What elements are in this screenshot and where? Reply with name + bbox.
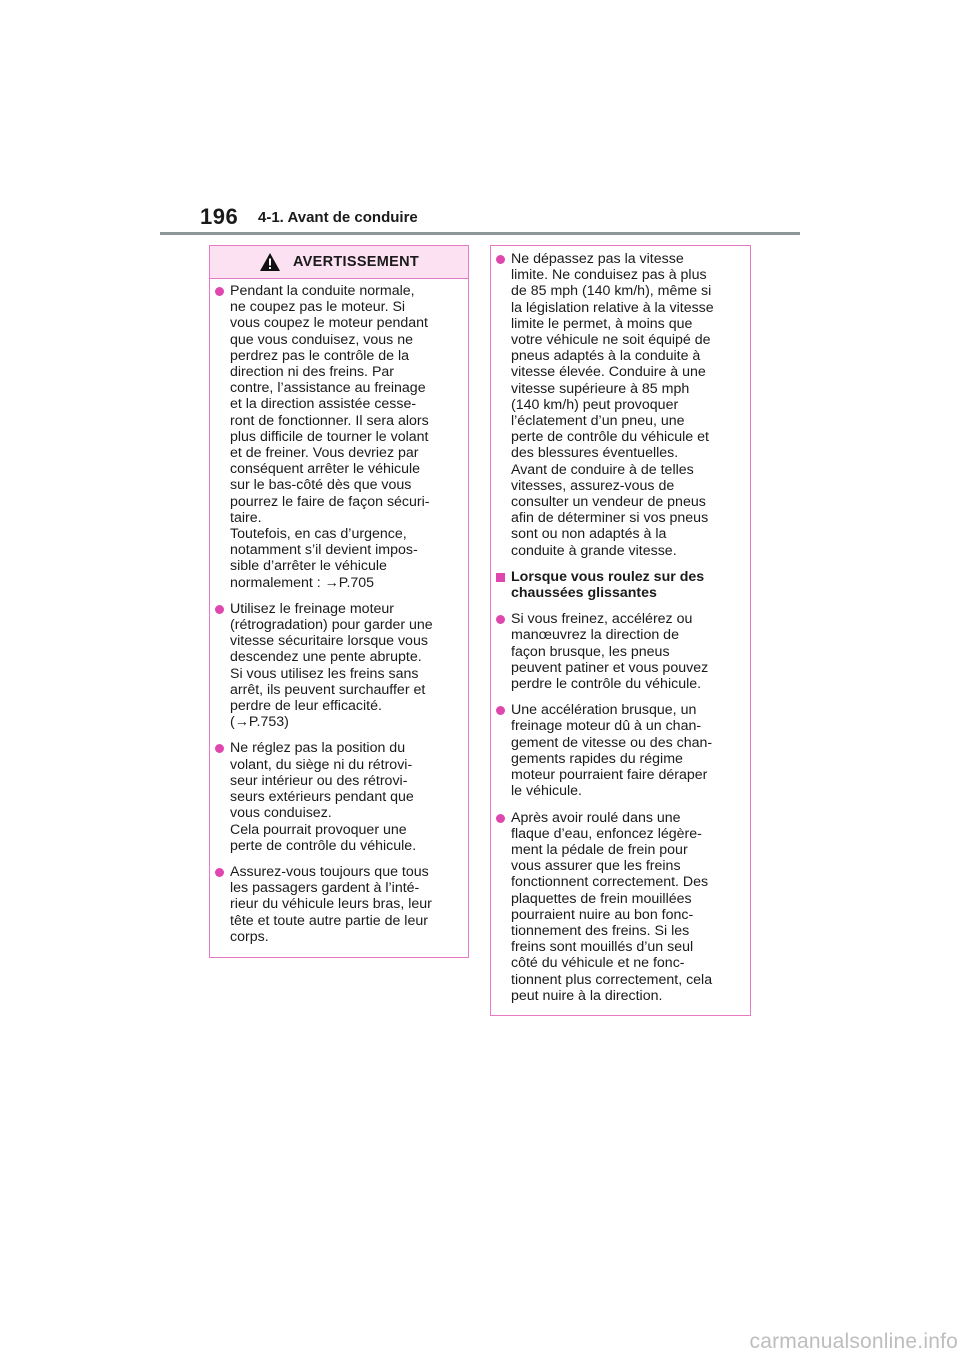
list-item	[215, 864, 458, 945]
watermark: carmanualsonline.info	[749, 1330, 958, 1353]
bullet-square-icon	[496, 573, 505, 582]
bullet-dot-icon	[215, 605, 224, 614]
subheading	[496, 569, 740, 601]
bullet-dot-icon	[496, 706, 505, 715]
warning-box-left	[209, 245, 469, 958]
bullet-dot-icon	[496, 615, 505, 624]
list-item	[496, 251, 740, 559]
item-text: Après avoir roulé dans une flaque d’eau, enfoncez légère- ment la pédale de frein pour vous assurer que les freins fonctionnent correctement. Des plaquettes de frein mouillées pourraient nuire au bon fonc- tionnement des freins. Si les freins sont mouillés d’un seul côté du véhicule et ne fonc- tionnent plus correctement, cela peut nuire à la direction.	[511, 809, 713, 1004]
warning-title: AVERTISSEMENT	[292, 254, 420, 270]
bullet-dot-icon	[496, 814, 505, 823]
warning-triangle-icon	[259, 252, 281, 272]
item-text: Une accélération brusque, un freinage moteur dû à un chan- gement de vitesse ou des chan- gements rapides du régime moteur pourraient faire déraper le véhicule.	[511, 702, 713, 800]
bullet-dot-icon	[496, 255, 505, 264]
item-text: Si vous freinez, accélérez ou manœuvrez la direction de façon brusque, les pneus peuvent patiner et vous pouvez perdre le contrôle du véhicule.	[511, 611, 709, 693]
warning-box-right	[490, 245, 751, 1016]
item-text: Ne dépassez pas la vitesse limite. Ne conduisez pas à plus de 85 mph (140 km/h), même si la législation relative à la vitesse limite le permet, à moins que votre véhicule ne soit équipé de pneus adaptés à la conduite à vitesse élevée. Conduire à une vitesse supérieure à 85 mph (140 km/h) peut provoquer l’éclatement d’un pneu, une perte de contrôle du véhicule et des blessures éventuelles. Avant de conduire à de telles vitesses, assurez-vous de consulter un vendeur de pneus afin de déterminer si vos pneus sont ou non adaptés à la conduite à grande vitesse.	[511, 251, 714, 559]
item-text: Pendant la conduite normale, ne coupez pas le moteur. Si vous coupez le moteur pendant que vous conduisez, vous ne perdrez pas le contrôle de la direction ni des freins. Par contre, l’assistance au freinage et la direction assistée cesse- ront de fonctionner. Il sera alors plus difficile de tourner le volant et de freiner. Vous devriez par conséquent arrêter le véhicule sur le bas-côté dès que vous pourrez le faire de façon sécuri- taire. Toutefois, en cas d’urgence, notamment s’il devient impos- sible d’arrêter le véhicule normalement : →P.705	[230, 283, 430, 591]
list-item	[496, 702, 740, 799]
subheading-text: Lorsque vous roulez sur des chaussées glissantes	[511, 568, 705, 602]
list-item	[215, 740, 458, 853]
bullet-dot-icon	[215, 287, 224, 296]
bullet-dot-icon	[215, 868, 224, 877]
section-title: 4-1. Avant de conduire	[258, 209, 418, 226]
list-item	[496, 611, 740, 692]
list-item	[496, 810, 740, 1004]
bullet-dot-icon	[215, 744, 224, 753]
list-item	[215, 601, 458, 731]
warning-header	[210, 246, 468, 279]
item-text: Utilisez le freinage moteur (rétrogradation) pour garder une vitesse sécuritaire lorsque vous descendez une pente abrupte. Si vous utilisez les freins sans arrêt, ils peuvent surchauffer et perdre de leur efficacité. (→P.753)	[230, 600, 433, 731]
header-rule	[160, 232, 800, 235]
list-item	[215, 283, 458, 591]
page-number: 196	[200, 204, 239, 229]
item-text: Assurez-vous toujours que tous les passagers gardent à l’inté- rieur du véhicule leurs bras, leur tête et toute autre partie de leur corps.	[230, 863, 432, 945]
item-text: Ne réglez pas la position du volant, du siège ni du rétrovi- seur intérieur ou des rétrovi- seurs extérieurs pendant que vous conduisez. Cela pourrait provoquer une perte de contrôle du véhicule.	[230, 740, 417, 854]
